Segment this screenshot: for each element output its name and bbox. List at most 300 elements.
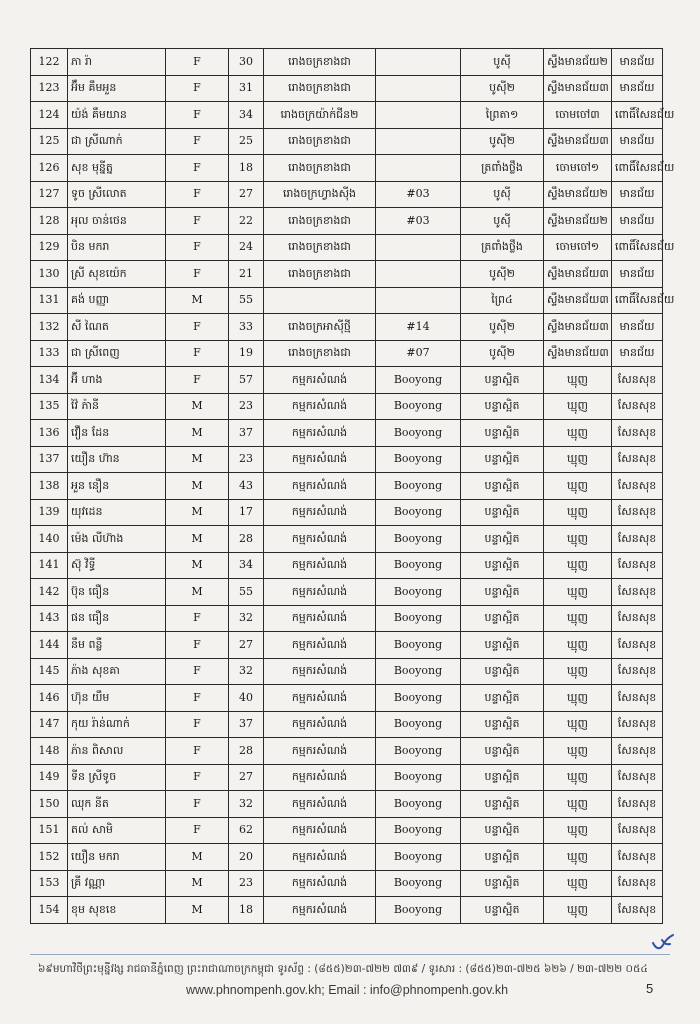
commune-cell: ស្ទឹងមានជ័យ៣: [544, 287, 612, 314]
building-cell: Booyong: [376, 870, 461, 897]
commune-cell: ឃ្មុញ: [544, 446, 612, 473]
sex-cell: F: [166, 685, 229, 712]
workplace-cell: កម្មករសំណង់: [264, 420, 376, 447]
table-row: [31, 446, 663, 473]
commune-cell: ឃ្មុញ: [544, 393, 612, 420]
village-cell: បូស៊ី២: [461, 314, 544, 341]
name-cell: ភ៉ាង សុខគា: [68, 658, 166, 685]
name-cell: បិន មករា: [68, 234, 166, 261]
workplace-cell: កម្មករសំណង់: [264, 685, 376, 712]
age-cell: 30: [229, 49, 264, 76]
workplace-cell: កម្មករសំណង់: [264, 367, 376, 394]
district-cell: សែនសុខ: [612, 870, 663, 897]
table-row: [31, 499, 663, 526]
name-cell: យឿន មករា: [68, 844, 166, 871]
district-cell: សែនសុខ: [612, 526, 663, 553]
age-cell: 27: [229, 181, 264, 208]
commune-cell: ឃ្មុញ: [544, 605, 612, 632]
sex-cell: F: [166, 738, 229, 765]
row-number-cell: 142: [31, 579, 68, 606]
age-cell: 25: [229, 128, 264, 155]
sex-cell: F: [166, 340, 229, 367]
building-cell: [376, 102, 461, 129]
building-cell: [376, 155, 461, 182]
workplace-cell: រោងចក្រហ្វាងស៊ីង: [264, 181, 376, 208]
workplace-cell: [264, 287, 376, 314]
district-cell: សែនសុខ: [612, 685, 663, 712]
sex-cell: M: [166, 499, 229, 526]
building-cell: Booyong: [376, 817, 461, 844]
building-cell: [376, 49, 461, 76]
building-cell: Booyong: [376, 446, 461, 473]
district-cell: សែនសុខ: [612, 844, 663, 871]
commune-cell: ឃ្មុញ: [544, 526, 612, 553]
row-number-cell: 122: [31, 49, 68, 76]
workplace-cell: កម្មករសំណង់: [264, 870, 376, 897]
row-number-cell: 123: [31, 75, 68, 102]
workplace-cell: កម្មករសំណង់: [264, 764, 376, 791]
building-cell: [376, 261, 461, 288]
village-cell: ព្រៃ៤: [461, 287, 544, 314]
name-cell: សី ណៃត: [68, 314, 166, 341]
commune-cell: ឃ្មុញ: [544, 552, 612, 579]
name-cell: អុល ចាន់ថេន: [68, 208, 166, 235]
district-cell: ពោធិ៍សែនជ័យ: [612, 102, 663, 129]
commune-cell: ឃ្មុញ: [544, 367, 612, 394]
commune-cell: ចោមចៅ១: [544, 234, 612, 261]
row-number-cell: 132: [31, 314, 68, 341]
row-number-cell: 133: [31, 340, 68, 367]
table-row: [31, 658, 663, 685]
table-row: [31, 791, 663, 818]
age-cell: 55: [229, 287, 264, 314]
table-row: [31, 738, 663, 765]
sex-cell: F: [166, 234, 229, 261]
sex-cell: M: [166, 446, 229, 473]
workplace-cell: កម្មករសំណង់: [264, 658, 376, 685]
age-cell: 57: [229, 367, 264, 394]
name-cell: ទូច ស្រីលោត: [68, 181, 166, 208]
district-cell: ពោធិ៍សែនជ័យ: [612, 287, 663, 314]
district-cell: សែនសុខ: [612, 473, 663, 500]
building-cell: Booyong: [376, 764, 461, 791]
age-cell: 22: [229, 208, 264, 235]
age-cell: 32: [229, 658, 264, 685]
page-number: 5: [646, 981, 654, 996]
village-cell: បូស៊ី២: [461, 75, 544, 102]
district-cell: សែនសុខ: [612, 579, 663, 606]
village-cell: បន្ទាស្អិត: [461, 897, 544, 924]
district-cell: ពោធិ៍សែនជ័យ: [612, 155, 663, 182]
name-cell: ហ៊ុន យឹម: [68, 685, 166, 712]
name-cell: វឿន ដែន: [68, 420, 166, 447]
building-cell: Booyong: [376, 393, 461, 420]
district-cell: សែនសុខ: [612, 817, 663, 844]
building-cell: [376, 75, 461, 102]
row-number-cell: 141: [31, 552, 68, 579]
workplace-cell: កម្មករសំណង់: [264, 526, 376, 553]
commune-cell: ឃ្មុញ: [544, 791, 612, 818]
sex-cell: M: [166, 897, 229, 924]
workplace-cell: រោងចក្រខាងជា: [264, 75, 376, 102]
workplace-cell: កម្មករសំណង់: [264, 579, 376, 606]
building-cell: Booyong: [376, 473, 461, 500]
row-number-cell: 146: [31, 685, 68, 712]
sex-cell: F: [166, 75, 229, 102]
village-cell: បន្ទាស្អិត: [461, 870, 544, 897]
workplace-cell: កម្មករសំណង់: [264, 844, 376, 871]
age-cell: 32: [229, 791, 264, 818]
name-cell: ជា ស្រីពេញ: [68, 340, 166, 367]
name-cell: ម៉េង លីហ៊ាង: [68, 526, 166, 553]
age-cell: 21: [229, 261, 264, 288]
row-number-cell: 150: [31, 791, 68, 818]
workplace-cell: កម្មករសំណង់: [264, 552, 376, 579]
district-cell: មានជ័យ: [612, 208, 663, 235]
age-cell: 55: [229, 579, 264, 606]
table-row: [31, 75, 663, 102]
sex-cell: F: [166, 314, 229, 341]
village-cell: បូស៊ី: [461, 49, 544, 76]
table-row: [31, 234, 663, 261]
table-row: [31, 367, 663, 394]
district-cell: សែនសុខ: [612, 711, 663, 738]
building-cell: Booyong: [376, 605, 461, 632]
table-row: [31, 393, 663, 420]
table-row: [31, 632, 663, 659]
row-number-cell: 145: [31, 658, 68, 685]
sex-cell: M: [166, 287, 229, 314]
workplace-cell: កម្មករសំណង់: [264, 738, 376, 765]
name-cell: ស្រី សុខយ៉េក: [68, 261, 166, 288]
table-row: [31, 155, 663, 182]
district-cell: មានជ័យ: [612, 340, 663, 367]
building-cell: Booyong: [376, 526, 461, 553]
commune-cell: ស្ទឹងមានជ័យ៣: [544, 314, 612, 341]
building-cell: Booyong: [376, 420, 461, 447]
age-cell: 37: [229, 711, 264, 738]
footer-divider: [30, 954, 670, 955]
village-cell: បន្ទាស្អិត: [461, 367, 544, 394]
name-cell: យុវដេន: [68, 499, 166, 526]
workplace-cell: កម្មករសំណង់: [264, 897, 376, 924]
workplace-cell: រោងចក្រខាងជា: [264, 340, 376, 367]
workplace-cell: រោងចក្រខាងជា: [264, 234, 376, 261]
sex-cell: M: [166, 526, 229, 553]
commune-cell: ឃ្មុញ: [544, 685, 612, 712]
age-cell: 27: [229, 764, 264, 791]
village-cell: បូស៊ី២: [461, 261, 544, 288]
village-cell: បូស៊ី២: [461, 128, 544, 155]
row-number-cell: 125: [31, 128, 68, 155]
name-cell: អ៊ឹម គឹមអួន: [68, 75, 166, 102]
building-cell: #07: [376, 340, 461, 367]
village-cell: បន្ទាស្អិត: [461, 420, 544, 447]
sex-cell: M: [166, 420, 229, 447]
age-cell: 24: [229, 234, 264, 261]
sex-cell: M: [166, 473, 229, 500]
building-cell: Booyong: [376, 552, 461, 579]
row-number-cell: 126: [31, 155, 68, 182]
village-cell: បន្ទាស្អិត: [461, 579, 544, 606]
building-cell: Booyong: [376, 579, 461, 606]
village-cell: ត្រពាំងថ្លឹង: [461, 234, 544, 261]
table-row: [31, 605, 663, 632]
name-cell: គង់ បញ្ញា: [68, 287, 166, 314]
roster-table: [30, 48, 675, 924]
workplace-cell: កម្មករសំណង់: [264, 605, 376, 632]
table-row: [31, 287, 663, 314]
age-cell: 18: [229, 897, 264, 924]
row-number-cell: 124: [31, 102, 68, 129]
village-cell: បូស៊ី: [461, 181, 544, 208]
building-cell: Booyong: [376, 738, 461, 765]
commune-cell: ស្ទឹងមានជ័យ៣: [544, 261, 612, 288]
table-row: [31, 49, 663, 76]
commune-cell: ឃ្មុញ: [544, 897, 612, 924]
row-number-cell: 135: [31, 393, 68, 420]
workplace-cell: កម្មករសំណង់: [264, 711, 376, 738]
commune-cell: ស្ទឹងមានជ័យ៣: [544, 75, 612, 102]
row-number-cell: 140: [31, 526, 68, 553]
commune-cell: ឃ្មុញ: [544, 632, 612, 659]
building-cell: Booyong: [376, 658, 461, 685]
row-number-cell: 149: [31, 764, 68, 791]
commune-cell: ស្ទឹងមានជ័យ២: [544, 181, 612, 208]
table-row: [31, 552, 663, 579]
workplace-cell: រោងចក្រខាងជា: [264, 155, 376, 182]
commune-cell: ឃ្មុញ: [544, 870, 612, 897]
commune-cell: ស្ទឹងមានជ័យ២: [544, 208, 612, 235]
village-cell: បន្ទាស្អិត: [461, 817, 544, 844]
sex-cell: F: [166, 128, 229, 155]
commune-cell: ឃ្មុញ: [544, 817, 612, 844]
table-row: [31, 526, 663, 553]
name-cell: ភា រ៉ា: [68, 49, 166, 76]
district-cell: សែនសុខ: [612, 764, 663, 791]
sex-cell: F: [166, 49, 229, 76]
table-row: [31, 181, 663, 208]
table-row: [31, 420, 663, 447]
village-cell: បន្ទាស្អិត: [461, 844, 544, 871]
row-number-cell: 154: [31, 897, 68, 924]
workplace-cell: កម្មករសំណង់: [264, 817, 376, 844]
name-cell: ជា ស្រីណាក់: [68, 128, 166, 155]
building-cell: Booyong: [376, 711, 461, 738]
village-cell: បន្ទាស្អិត: [461, 473, 544, 500]
age-cell: 62: [229, 817, 264, 844]
village-cell: បន្ទាស្អិត: [461, 393, 544, 420]
commune-cell: ឃ្មុញ: [544, 499, 612, 526]
sex-cell: F: [166, 764, 229, 791]
commune-cell: ស្ទឹងមានជ័យ៣: [544, 340, 612, 367]
sex-cell: F: [166, 791, 229, 818]
district-cell: មានជ័យ: [612, 181, 663, 208]
commune-cell: ឃ្មុញ: [544, 844, 612, 871]
district-cell: មានជ័យ: [612, 314, 663, 341]
workplace-cell: រោងចក្រខាងជា: [264, 261, 376, 288]
age-cell: 37: [229, 420, 264, 447]
name-cell: កុយ រ៉ាន់ណាក់: [68, 711, 166, 738]
sex-cell: F: [166, 181, 229, 208]
sex-cell: M: [166, 552, 229, 579]
village-cell: បន្ទាស្អិត: [461, 711, 544, 738]
building-cell: Booyong: [376, 367, 461, 394]
district-cell: មានជ័យ: [612, 128, 663, 155]
workplace-cell: កម្មករសំណង់: [264, 473, 376, 500]
table-row: [31, 340, 663, 367]
age-cell: 28: [229, 738, 264, 765]
sex-cell: F: [166, 817, 229, 844]
commune-cell: ឃ្មុញ: [544, 579, 612, 606]
row-number-cell: 128: [31, 208, 68, 235]
sex-cell: F: [166, 261, 229, 288]
row-number-cell: 139: [31, 499, 68, 526]
village-cell: បន្ទាស្អិត: [461, 764, 544, 791]
building-cell: #03: [376, 208, 461, 235]
age-cell: 23: [229, 870, 264, 897]
sex-cell: F: [166, 711, 229, 738]
age-cell: 43: [229, 473, 264, 500]
name-cell: ផន ធឿន: [68, 605, 166, 632]
row-number-cell: 143: [31, 605, 68, 632]
table-row: [31, 579, 663, 606]
signature-mark-icon: [650, 931, 676, 953]
village-cell: ត្រពាំងថ្លឹង: [461, 155, 544, 182]
commune-cell: ឃ្មុញ: [544, 420, 612, 447]
table-row: [31, 314, 663, 341]
village-cell: បន្ទាស្អិត: [461, 632, 544, 659]
sex-cell: M: [166, 393, 229, 420]
commune-cell: ស្ទឹងមានជ័យ៣: [544, 128, 612, 155]
table-row: [31, 844, 663, 871]
village-cell: បន្ទាស្អិត: [461, 605, 544, 632]
district-cell: សែនសុខ: [612, 791, 663, 818]
district-cell: សែនសុខ: [612, 552, 663, 579]
name-cell: គ្រី វណ្ណា: [68, 870, 166, 897]
sex-cell: F: [166, 367, 229, 394]
building-cell: Booyong: [376, 791, 461, 818]
village-cell: បន្ទាស្អិត: [461, 499, 544, 526]
district-cell: សែនសុខ: [612, 605, 663, 632]
building-cell: Booyong: [376, 844, 461, 871]
village-cell: បន្ទាស្អិត: [461, 658, 544, 685]
footer-address: ៦៩មហាវិថីព្រះមុន្នីវង្ស រាជធានីភ្នំពេញ ព្រះរាជាណាចក្រកម្ពុជា ទូរស័ព្ទ : (៨៥៥)២៣-៧២២ ៧៣៩ / ទូរសារ : (៨៥៥)២៣-៧២៥ ៦២៦ / ២៣-៧២២ ០៥៤: [38, 963, 648, 975]
building-cell: Booyong: [376, 897, 461, 924]
village-cell: បន្ទាស្អិត: [461, 446, 544, 473]
district-cell: សែនសុខ: [612, 367, 663, 394]
age-cell: 17: [229, 499, 264, 526]
commune-cell: ចោមចៅ១: [544, 155, 612, 182]
workplace-cell: កម្មករសំណង់: [264, 499, 376, 526]
footer-contact: www.phnompenh.gov.kh; Email : info@phnompenh.gov.kh: [186, 983, 509, 997]
name-cell: ឈុក នីត: [68, 791, 166, 818]
district-cell: សែនសុខ: [612, 420, 663, 447]
workplace-cell: កម្មករសំណង់: [264, 446, 376, 473]
table-row: [31, 711, 663, 738]
name-cell: ទីន ស្រីទូច: [68, 764, 166, 791]
row-number-cell: 134: [31, 367, 68, 394]
workplace-cell: រោងចក្រយ៉ាក់ជីន២: [264, 102, 376, 129]
table-row: [31, 817, 663, 844]
age-cell: 32: [229, 605, 264, 632]
sex-cell: F: [166, 102, 229, 129]
building-cell: #14: [376, 314, 461, 341]
sex-cell: M: [166, 579, 229, 606]
row-number-cell: 136: [31, 420, 68, 447]
sex-cell: M: [166, 844, 229, 871]
name-cell: យឿន ហ៊ាន: [68, 446, 166, 473]
name-cell: ស៊ុ វិទ្ធី: [68, 552, 166, 579]
row-number-cell: 127: [31, 181, 68, 208]
age-cell: 18: [229, 155, 264, 182]
district-cell: ពោធិ៍សែនជ័យ: [612, 234, 663, 261]
sex-cell: F: [166, 208, 229, 235]
district-cell: សែនសុខ: [612, 446, 663, 473]
row-number-cell: 147: [31, 711, 68, 738]
commune-cell: ឃ្មុញ: [544, 764, 612, 791]
village-cell: បូស៊ី២: [461, 340, 544, 367]
workplace-cell: រោងចក្រខាងជា: [264, 128, 376, 155]
name-cell: អ៊ី ហាង: [68, 367, 166, 394]
village-cell: បន្ទាស្អិត: [461, 552, 544, 579]
table-row: [31, 102, 663, 129]
table-row: [31, 208, 663, 235]
name-cell: ប៊ុន ធឿន: [68, 579, 166, 606]
village-cell: បន្ទាស្អិត: [461, 526, 544, 553]
row-number-cell: 153: [31, 870, 68, 897]
age-cell: 19: [229, 340, 264, 367]
age-cell: 34: [229, 102, 264, 129]
table-row: [31, 128, 663, 155]
workplace-cell: កម្មករសំណង់: [264, 632, 376, 659]
name-cell: សុខ មុន្នីត្ន: [68, 155, 166, 182]
workplace-cell: កម្មករសំណង់: [264, 393, 376, 420]
name-cell: យ៉ង់ គឹមយាន: [68, 102, 166, 129]
building-cell: [376, 287, 461, 314]
table-row: [31, 261, 663, 288]
commune-cell: ឃ្មុញ: [544, 738, 612, 765]
row-number-cell: 131: [31, 287, 68, 314]
sex-cell: F: [166, 658, 229, 685]
district-cell: សែនសុខ: [612, 499, 663, 526]
sex-cell: F: [166, 605, 229, 632]
name-cell: អួន នឿន: [68, 473, 166, 500]
name-cell: ភ៉ាន ពិសាល: [68, 738, 166, 765]
village-cell: ព្រៃតា១: [461, 102, 544, 129]
age-cell: 33: [229, 314, 264, 341]
workplace-cell: រោងចក្រអាស៊ីថ្មី: [264, 314, 376, 341]
workplace-cell: រោងចក្រខាងជា: [264, 49, 376, 76]
sex-cell: F: [166, 155, 229, 182]
age-cell: 40: [229, 685, 264, 712]
building-cell: Booyong: [376, 685, 461, 712]
table-row: [31, 764, 663, 791]
name-cell: នឹម ពន្លឺ: [68, 632, 166, 659]
row-number-cell: 152: [31, 844, 68, 871]
age-cell: 23: [229, 393, 264, 420]
workplace-cell: កម្មករសំណង់: [264, 791, 376, 818]
sex-cell: F: [166, 632, 229, 659]
commune-cell: ចោមចៅ៣: [544, 102, 612, 129]
age-cell: 28: [229, 526, 264, 553]
district-cell: មានជ័យ: [612, 75, 663, 102]
row-number-cell: 151: [31, 817, 68, 844]
building-cell: Booyong: [376, 499, 461, 526]
district-cell: មានជ័យ: [612, 49, 663, 76]
age-cell: 20: [229, 844, 264, 871]
table-row: [31, 473, 663, 500]
